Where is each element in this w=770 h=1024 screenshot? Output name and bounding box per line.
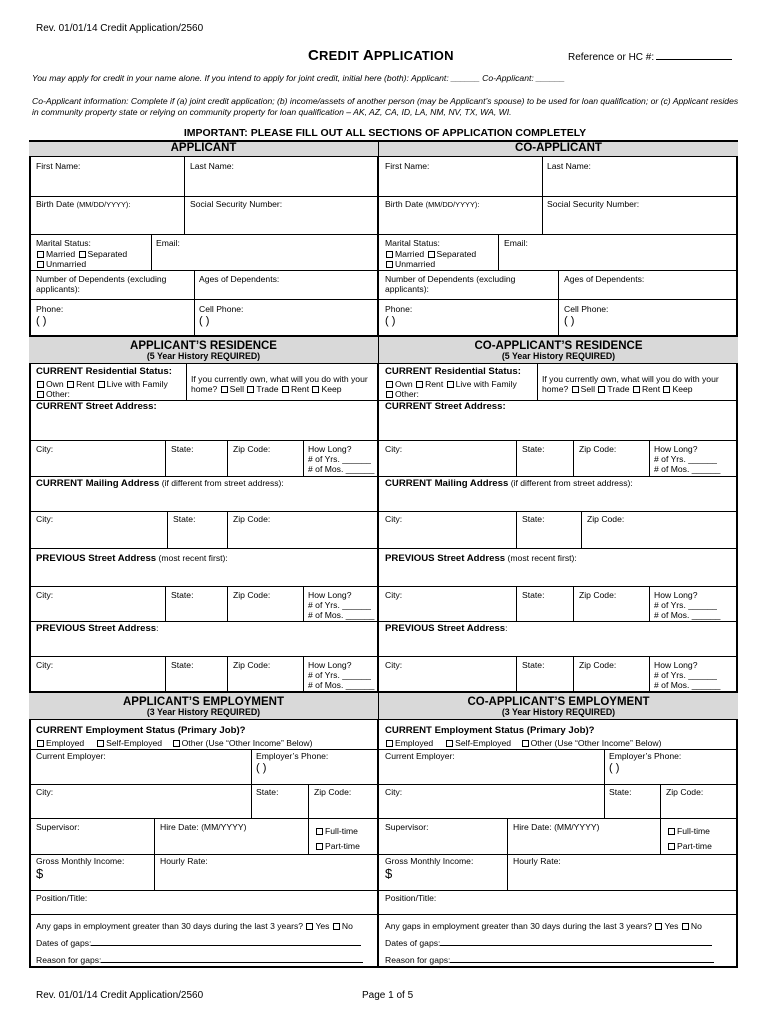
row-rule	[29, 196, 738, 197]
coapplicant-employer-zip[interactable]: Zip Code:	[666, 787, 704, 797]
no-checkbox[interactable]	[682, 923, 689, 930]
coapplicant-hourly-rate[interactable]: Hourly Rate:	[513, 856, 561, 866]
coapplicant-current-street[interactable]: CURRENT Street Address:	[385, 401, 506, 412]
column-divider	[377, 140, 379, 968]
applicant-employer-city[interactable]: City:	[36, 787, 54, 797]
row-rule	[29, 299, 738, 300]
coapplicant-unmarried-option[interactable]: Unmarried	[385, 259, 435, 269]
coapplicant-reason-for-gaps[interactable]: Reason for gaps:	[385, 954, 714, 965]
applicant-residence-options[interactable]: Own Rent Live with Family	[36, 379, 168, 389]
coapplicant-ssn[interactable]: Social Security Number:	[547, 199, 640, 209]
row-rule	[29, 586, 738, 587]
rent-checkbox[interactable]	[67, 381, 74, 388]
other-income-checkbox[interactable]	[522, 740, 529, 747]
applicant-gaps-question[interactable]: Any gaps in employment greater than 30 days during the last 3 years? Yes No	[36, 921, 353, 931]
coapplicant-dependents-label-1[interactable]: Number of Dependents (excluding	[385, 274, 516, 284]
cell-divider	[227, 656, 228, 691]
applicant-previous-street-2[interactable]: PREVIOUS Street Address:	[36, 623, 159, 634]
cell-divider	[542, 157, 543, 234]
joint-credit-note: You may apply for credit in your name alone. If you intend to apply for joint credit, initial here (both): Applicant: ______ Co-Applicant: ______	[32, 73, 565, 83]
coapplicant-dependents-label-2: applicants):	[385, 284, 429, 294]
coapplicant-mailing-state[interactable]: State:	[522, 514, 545, 524]
applicant-ages-dependents[interactable]: Ages of Dependents:	[199, 274, 280, 284]
coapplicant-prev2-years[interactable]: # of Yrs. ______	[654, 670, 717, 680]
applicant-prev-state[interactable]: State:	[171, 590, 194, 600]
coapplicant-employment-status: CURRENT Employment Status (Primary Job)?	[385, 725, 595, 736]
other-checkbox[interactable]	[37, 391, 44, 398]
row-rule	[29, 914, 738, 915]
applicant-prev2-how-long: How Long?	[308, 660, 352, 670]
applicant-supervisor[interactable]: Supervisor:	[36, 822, 80, 832]
coapplicant-marital-options[interactable]: Married Separated	[385, 249, 476, 259]
cell-divider	[573, 440, 574, 476]
keep-checkbox[interactable]	[312, 386, 319, 393]
applicant-prev2-zip[interactable]: Zip Code:	[233, 660, 271, 670]
cell-divider	[194, 270, 195, 335]
applicant-unmarried-option[interactable]: Unmarried	[36, 259, 86, 269]
cell-divider	[251, 749, 252, 818]
married-checkbox[interactable]	[37, 251, 44, 258]
applicant-zip[interactable]: Zip Code:	[233, 444, 271, 454]
applicant-prev-months[interactable]: # of Mos. ______	[308, 610, 375, 620]
unmarried-checkbox[interactable]	[37, 261, 44, 268]
sell-checkbox[interactable]	[221, 386, 228, 393]
live-family-checkbox[interactable]	[447, 381, 454, 388]
applicant-mailing-zip[interactable]: Zip Code:	[233, 514, 271, 524]
cell-divider	[649, 440, 650, 476]
applicant-residence-header: APPLICANT’S RESIDENCE (5 Year History REQUIRED)	[29, 335, 378, 364]
applicant-hire-date[interactable]: Hire Date: (MM/YYYY)	[160, 822, 247, 832]
applicant-hourly-rate[interactable]: Hourly Rate:	[160, 856, 208, 866]
applicant-ssn[interactable]: Social Security Number:	[190, 199, 283, 209]
coapplicant-prev2-state[interactable]: State:	[522, 660, 545, 670]
full-time-checkbox[interactable]	[316, 828, 323, 835]
coapplicant-prev-months[interactable]: # of Mos. ______	[654, 610, 721, 620]
coapplicant-months[interactable]: # of Mos. ______	[654, 464, 721, 474]
employed-checkbox[interactable]	[386, 740, 393, 747]
coapplicant-info-note: Co-Applicant information: Complete if (a) joint credit application; (b) income/assets of another person (may be Applicant’s spouse) to be used for loan qualification; or (c) Applicant resides in community property state or relying on community property for loan qualification – AK, AZ, CA, ID, LA, NM, NV, TX, WA, WI.	[32, 96, 739, 117]
applicant-gross-monthly[interactable]: Gross Monthly Income:	[36, 856, 125, 866]
row-rule	[29, 621, 738, 622]
part-time-checkbox[interactable]	[316, 843, 323, 850]
coapplicant-prev-city[interactable]: City:	[385, 590, 403, 600]
coapplicant-previous-street[interactable]: PREVIOUS Street Address (most recent first):	[385, 553, 577, 564]
coapplicant-position[interactable]: Position/Title:	[385, 893, 437, 903]
coapplicant-how-long: How Long?	[654, 444, 698, 454]
row-rule	[29, 749, 738, 750]
coapplicant-prev2-zip[interactable]: Zip Code:	[579, 660, 617, 670]
applicant-phone[interactable]: Phone:	[36, 304, 64, 314]
own-checkbox[interactable]	[37, 381, 44, 388]
applicant-residence-other[interactable]: Other:	[36, 389, 70, 399]
applicant-previous-street[interactable]: PREVIOUS Street Address (most recent first):	[36, 553, 228, 564]
applicant-prev2-years[interactable]: # of Yrs. ______	[308, 670, 371, 680]
applicant-employer-zip[interactable]: Zip Code:	[314, 787, 352, 797]
cell-divider	[303, 586, 304, 621]
applicant-employment-options[interactable]: Employed Self-Employed Other (Use “Other Income” Below)	[36, 738, 312, 748]
other-income-checkbox[interactable]	[173, 740, 180, 747]
page-number: Page 1 of 5	[362, 990, 414, 1001]
coapplicant-employer-city[interactable]: City:	[385, 787, 403, 797]
applicant-current-residential-status: CURRENT Residential Status:	[36, 366, 172, 377]
applicant-full-time[interactable]: Full-time	[315, 826, 358, 836]
cell-divider	[604, 749, 605, 818]
applicant-how-long: How Long?	[308, 444, 352, 454]
coapplicant-cell[interactable]: Cell Phone:	[564, 304, 609, 314]
applicant-if-own-question: If you currently own, what will you do with your	[191, 374, 368, 384]
applicant-reason-for-gaps[interactable]: Reason for gaps:	[36, 954, 363, 965]
applicant-employment-header: APPLICANT’S EMPLOYMENT (3 Year History REQUIRED)	[29, 691, 378, 720]
own-checkbox[interactable]	[386, 381, 393, 388]
applicant-city[interactable]: City:	[36, 444, 54, 454]
cell-divider	[227, 586, 228, 621]
applicant-prev-zip[interactable]: Zip Code:	[233, 590, 271, 600]
applicant-prev2-city[interactable]: City:	[36, 660, 54, 670]
cell-divider	[186, 364, 187, 400]
coapplicant-marital-status: Marital Status:	[385, 238, 440, 248]
row-rule	[29, 476, 738, 477]
applicant-employer-phone-area[interactable]: ( )	[256, 762, 267, 774]
coapplicant-supervisor[interactable]: Supervisor:	[385, 822, 429, 832]
coapplicant-prev-zip[interactable]: Zip Code:	[579, 590, 617, 600]
applicant-years[interactable]: # of Yrs. ______	[308, 454, 371, 464]
applicant-current-employer[interactable]: Current Employer:	[36, 751, 106, 761]
cell-divider	[303, 440, 304, 476]
coapplicant-part-time[interactable]: Part-time	[667, 841, 712, 851]
coapplicant-cell-area[interactable]: ( )	[564, 315, 575, 327]
coapplicant-dates-of-gaps[interactable]: Dates of gaps:	[385, 937, 712, 948]
applicant-mailing-city[interactable]: City:	[36, 514, 54, 524]
yes-checkbox[interactable]	[655, 923, 662, 930]
applicant-cell-area[interactable]: ( )	[199, 315, 210, 327]
rent-checkbox[interactable]	[416, 381, 423, 388]
applicant-cell[interactable]: Cell Phone:	[199, 304, 244, 314]
self-employed-checkbox[interactable]	[446, 740, 453, 747]
row-rule	[29, 440, 738, 441]
applicant-current-street[interactable]: CURRENT Street Address:	[36, 401, 157, 412]
applicant-last-name[interactable]: Last Name:	[190, 161, 234, 171]
coapplicant-ages-dependents[interactable]: Ages of Dependents:	[564, 274, 645, 284]
coapplicant-if-own-options[interactable]: home? Sell Trade Rent Keep	[542, 384, 693, 394]
coapplicant-gaps-question[interactable]: Any gaps in employment greater than 30 days during the last 3 years? Yes No	[385, 921, 702, 931]
applicant-employment-status: CURRENT Employment Status (Primary Job)?	[36, 725, 246, 736]
coapplicant-employer-phone[interactable]: Employer’s Phone:	[609, 751, 682, 761]
cell-divider	[165, 656, 166, 691]
applicant-months[interactable]: # of Mos. ______	[308, 464, 375, 474]
cell-divider	[498, 234, 499, 270]
coapplicant-last-name[interactable]: Last Name:	[547, 161, 591, 171]
coapplicant-current-residential-status: CURRENT Residential Status:	[385, 366, 521, 377]
coapplicant-years[interactable]: # of Yrs. ______	[654, 454, 717, 464]
coapplicant-residence-other[interactable]: Other:	[385, 389, 419, 399]
cell-divider	[154, 818, 155, 890]
cell-divider	[165, 440, 166, 476]
row-rule	[29, 854, 738, 855]
applicant-prev-city[interactable]: City:	[36, 590, 54, 600]
row-rule	[29, 548, 738, 549]
coapplicant-header: CO-APPLICANT	[379, 140, 738, 157]
coapplicant-phone-area[interactable]: ( )	[385, 315, 396, 327]
applicant-employer-state[interactable]: State:	[256, 787, 279, 797]
married-checkbox[interactable]	[386, 251, 393, 258]
coapplicant-prev-years[interactable]: # of Yrs. ______	[654, 600, 717, 610]
coapplicant-residence-options[interactable]: Own Rent Live with Family	[385, 379, 517, 389]
trade-checkbox[interactable]	[247, 386, 254, 393]
cell-divider	[151, 234, 152, 270]
row-rule	[29, 656, 738, 657]
cell-divider	[516, 511, 517, 548]
reference-field[interactable]: Reference or HC #:	[568, 50, 732, 63]
row-rule	[29, 234, 738, 235]
cell-divider	[303, 656, 304, 691]
employed-checkbox[interactable]	[37, 740, 44, 747]
coapplicant-residence-header: CO-APPLICANT’S RESIDENCE (5 Year History REQUIRED)	[379, 335, 738, 364]
cell-divider	[649, 586, 650, 621]
yes-checkbox[interactable]	[306, 923, 313, 930]
separated-checkbox[interactable]	[428, 251, 435, 258]
coapplicant-email[interactable]: Email:	[504, 238, 528, 248]
row-rule	[29, 270, 738, 271]
coapplicant-employer-state[interactable]: State:	[609, 787, 632, 797]
coapplicant-employer-phone-area[interactable]: ( )	[609, 762, 620, 774]
applicant-dollar-sign: $	[36, 866, 44, 881]
important-notice: IMPORTANT: PLEASE FILL OUT ALL SECTIONS OF APPLICATION COMPLETELY	[183, 127, 587, 139]
coapplicant-phone[interactable]: Phone:	[385, 304, 413, 314]
applicant-prev2-months[interactable]: # of Mos. ______	[308, 680, 375, 690]
full-time-checkbox[interactable]	[668, 828, 675, 835]
applicant-current-mailing[interactable]: CURRENT Mailing Address (if different from street address):	[36, 478, 284, 489]
applicant-state[interactable]: State:	[171, 444, 194, 454]
applicant-email[interactable]: Email:	[156, 238, 180, 248]
applicant-position[interactable]: Position/Title:	[36, 893, 88, 903]
part-time-checkbox[interactable]	[668, 843, 675, 850]
coapplicant-hire-date[interactable]: Hire Date: (MM/YYYY)	[513, 822, 600, 832]
applicant-prev-years[interactable]: # of Yrs. ______	[308, 600, 371, 610]
applicant-employer-phone[interactable]: Employer’s Phone:	[256, 751, 329, 761]
applicant-prev-how-long: How Long?	[308, 590, 352, 600]
coapplicant-current-employer[interactable]: Current Employer:	[385, 751, 455, 761]
live-family-checkbox[interactable]	[98, 381, 105, 388]
cell-divider	[573, 586, 574, 621]
other-checkbox[interactable]	[386, 391, 393, 398]
coapplicant-prev-how-long: How Long?	[654, 590, 698, 600]
cell-divider	[516, 440, 517, 476]
applicant-dates-of-gaps[interactable]: Dates of gaps:	[36, 937, 361, 948]
applicant-marital-options[interactable]: Married Separated	[36, 249, 127, 259]
applicant-mailing-state[interactable]: State:	[173, 514, 196, 524]
rent-checkbox[interactable]	[282, 386, 289, 393]
applicant-birth-date[interactable]: Birth Date (MM/DD/YYYY):	[36, 199, 131, 209]
coapplicant-gross-monthly[interactable]: Gross Monthly Income:	[385, 856, 474, 866]
coapplicant-previous-street-2[interactable]: PREVIOUS Street Address:	[385, 623, 508, 634]
coapplicant-if-own-question: If you currently own, what will you do with your	[542, 374, 719, 384]
separated-checkbox[interactable]	[79, 251, 86, 258]
row-rule	[29, 818, 738, 819]
applicant-phone-area[interactable]: ( )	[36, 315, 47, 327]
row-rule	[29, 784, 738, 785]
rent-checkbox[interactable]	[633, 386, 640, 393]
applicant-first-name[interactable]: First Name:	[36, 161, 81, 171]
cell-divider	[516, 656, 517, 691]
coapplicant-prev-state[interactable]: State:	[522, 590, 545, 600]
coapplicant-full-time[interactable]: Full-time	[667, 826, 710, 836]
coapplicant-birth-date[interactable]: Birth Date (MM/DD/YYYY):	[385, 199, 480, 209]
coapplicant-dollar-sign: $	[385, 866, 393, 881]
applicant-part-time[interactable]: Part-time	[315, 841, 360, 851]
page-title: CREDIT APPLICATION	[308, 47, 454, 64]
unmarried-checkbox[interactable]	[386, 261, 393, 268]
cell-divider	[573, 656, 574, 691]
coapplicant-first-name[interactable]: First Name:	[385, 161, 430, 171]
coapplicant-employment-options[interactable]: Employed Self-Employed Other (Use “Other Income” Below)	[385, 738, 661, 748]
trade-checkbox[interactable]	[598, 386, 605, 393]
coapplicant-employment-header: CO-APPLICANT’S EMPLOYMENT (3 Year History REQUIRED)	[379, 691, 738, 720]
cell-divider	[227, 440, 228, 476]
cell-divider	[516, 586, 517, 621]
cell-divider	[184, 157, 185, 234]
sell-checkbox[interactable]	[572, 386, 579, 393]
applicant-if-own-options[interactable]: home? Sell Trade Rent Keep	[191, 384, 342, 394]
cell-divider	[165, 586, 166, 621]
coapplicant-prev2-how-long: How Long?	[654, 660, 698, 670]
cell-divider	[660, 784, 661, 854]
row-rule	[29, 511, 738, 512]
coapplicant-prev2-city[interactable]: City:	[385, 660, 403, 670]
cell-divider	[227, 511, 228, 548]
footer-revision: Rev. 01/01/14 Credit Application/2560	[36, 990, 204, 1001]
cell-divider	[537, 364, 538, 400]
row-rule	[29, 890, 738, 891]
cell-divider	[308, 784, 309, 854]
cell-divider	[581, 511, 582, 548]
applicant-dependents-label-1[interactable]: Number of Dependents (excluding	[36, 274, 167, 284]
coapplicant-state[interactable]: State:	[522, 444, 545, 454]
applicant-header: APPLICANT	[29, 140, 378, 157]
cell-divider	[558, 270, 559, 335]
no-checkbox[interactable]	[333, 923, 340, 930]
coapplicant-zip[interactable]: Zip Code:	[579, 444, 617, 454]
applicant-dependents-label-2: applicants):	[36, 284, 80, 294]
cell-divider	[649, 656, 650, 691]
revision-label: Rev. 01/01/14 Credit Application/2560	[36, 23, 204, 34]
keep-checkbox[interactable]	[663, 386, 670, 393]
coapplicant-current-mailing[interactable]: CURRENT Mailing Address (if different from street address):	[385, 478, 633, 489]
coapplicant-prev2-months[interactable]: # of Mos. ______	[654, 680, 721, 690]
coapplicant-city[interactable]: City:	[385, 444, 403, 454]
coapplicant-mailing-city[interactable]: City:	[385, 514, 403, 524]
coapplicant-mailing-zip[interactable]: Zip Code:	[587, 514, 625, 524]
self-employed-checkbox[interactable]	[97, 740, 104, 747]
cell-divider	[507, 818, 508, 890]
applicant-marital-status: Marital Status:	[36, 238, 91, 248]
applicant-prev2-state[interactable]: State:	[171, 660, 194, 670]
cell-divider	[167, 511, 168, 548]
